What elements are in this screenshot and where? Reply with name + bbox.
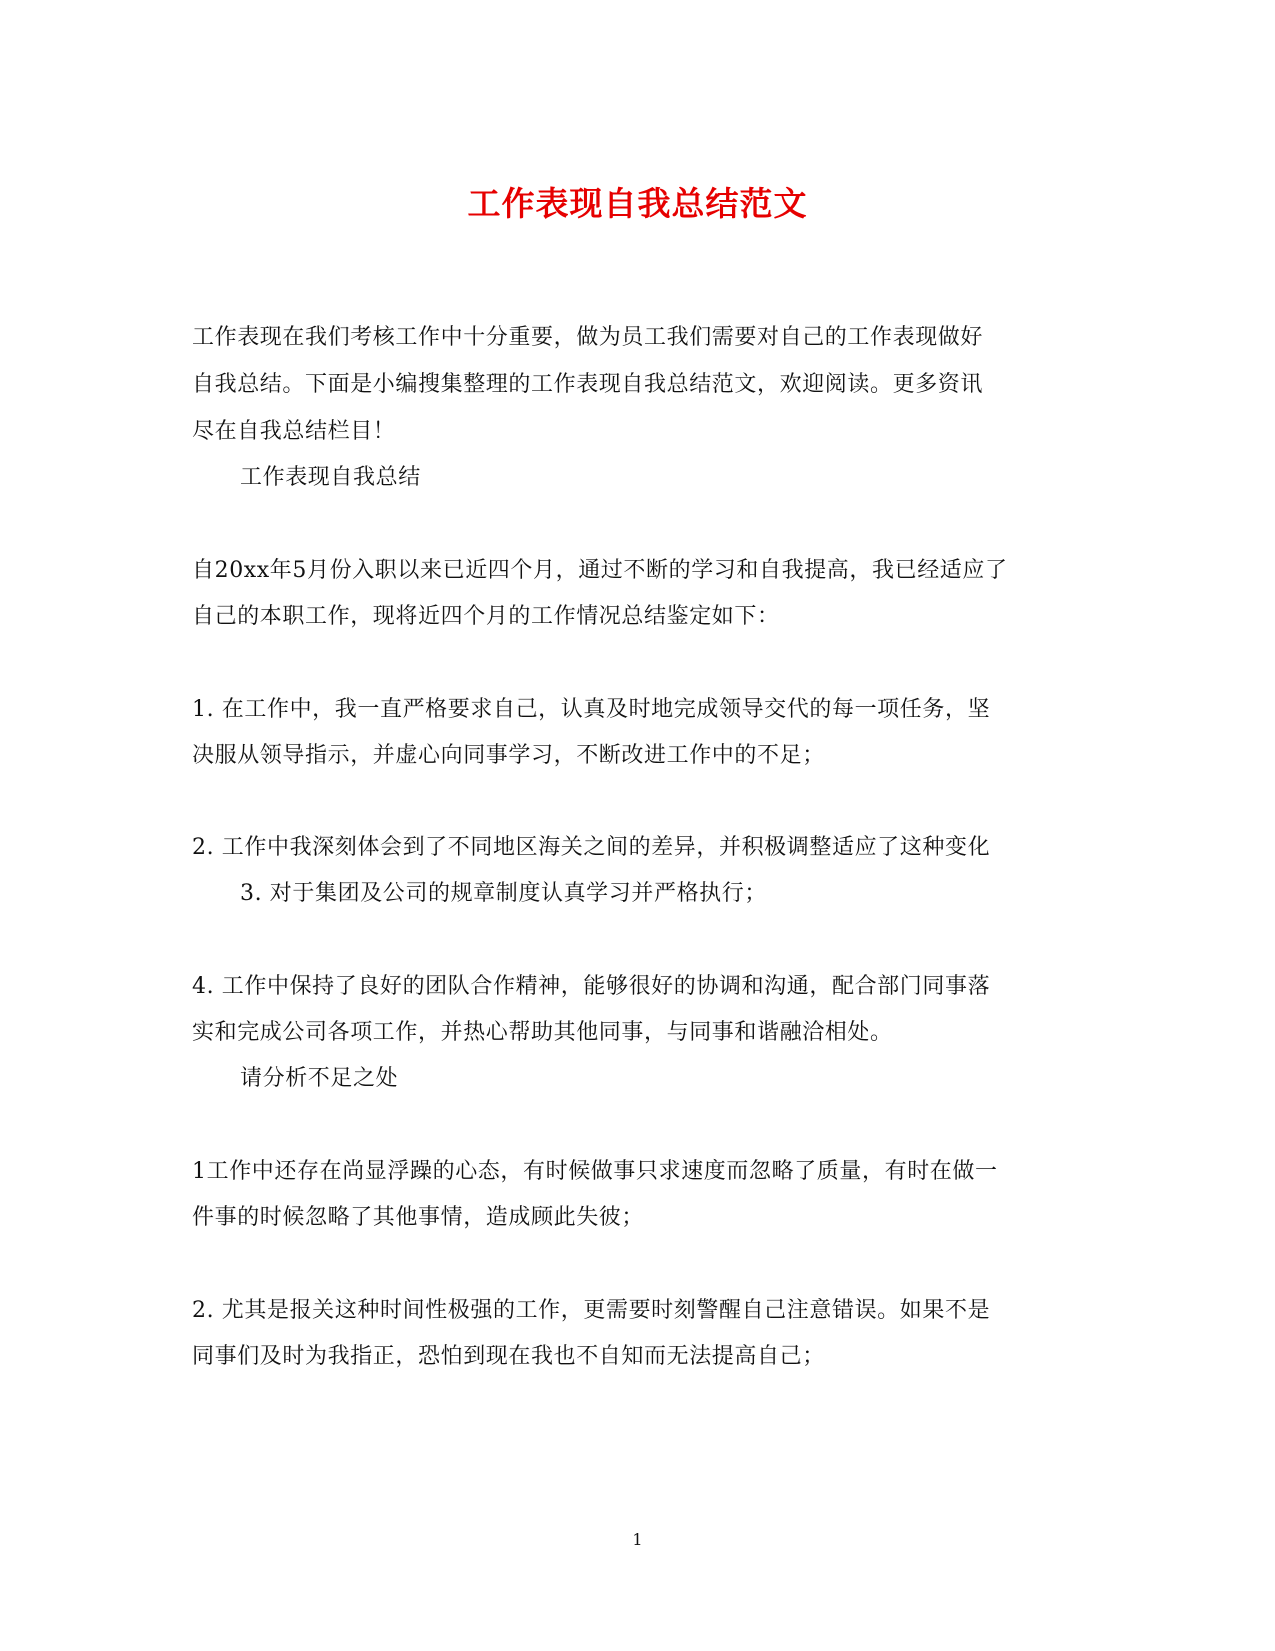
- item-4-line-1: 4. 工作中保持了良好的团队合作精神，能够很好的协调和沟通，配合部门同事落: [192, 974, 991, 999]
- shortcoming-1-line-2: 件事的时候忽略了其他事情，造成顾此失彼；: [192, 1205, 645, 1230]
- document-title: 工作表现自我总结范文: [467, 184, 808, 223]
- section-heading-shortcomings: 请分析不足之处: [240, 1066, 399, 1091]
- intro-line-2: 自我总结。下面是小编搜集整理的工作表现自我总结范文，欢迎阅读。更多资讯: [192, 372, 984, 397]
- item-4-line-2: 实和完成公司各项工作，并热心帮助其他同事，与同事和谐融洽相处。: [192, 1020, 893, 1045]
- paragraph-1-line-2: 自己的本职工作，现将近四个月的工作情况总结鉴定如下：: [192, 604, 780, 629]
- shortcoming-2-line-2: 同事们及时为我指正，恐怕到现在我也不自知而无法提高自己；: [192, 1344, 825, 1369]
- section-heading-summary: 工作表现自我总结: [240, 465, 421, 490]
- page-number: 1: [632, 1530, 643, 1549]
- paragraph-1-line-1: 自20xx年5月份入职以来已近四个月，通过不断的学习和自我提高，我已经适应了: [192, 558, 1008, 583]
- item-1-line-2: 决服从领导指示，并虚心向同事学习，不断改进工作中的不足；: [192, 743, 825, 768]
- shortcoming-1-line-1: 1工作中还存在尚显浮躁的心态，有时候做事只求速度而忽略了质量，有时在做一: [192, 1159, 998, 1184]
- intro-line-1: 工作表现在我们考核工作中十分重要，做为员工我们需要对自己的工作表现做好: [192, 325, 984, 350]
- item-1-line-1: 1. 在工作中，我一直严格要求自己，认真及时地完成领导交代的每一项任务，坚: [192, 697, 991, 722]
- shortcoming-2-line-1: 2. 尤其是报关这种时间性极强的工作，更需要时刻警醒自己注意错误。如果不是: [192, 1298, 991, 1323]
- intro-line-3: 尽在自我总结栏目！: [192, 419, 396, 444]
- item-2-line-1: 2. 工作中我深刻体会到了不同地区海关之间的差异，并积极调整适应了这种变化: [192, 835, 991, 860]
- item-3-line-1: 3. 对于集团及公司的规章制度认真学习并严格执行；: [240, 881, 767, 906]
